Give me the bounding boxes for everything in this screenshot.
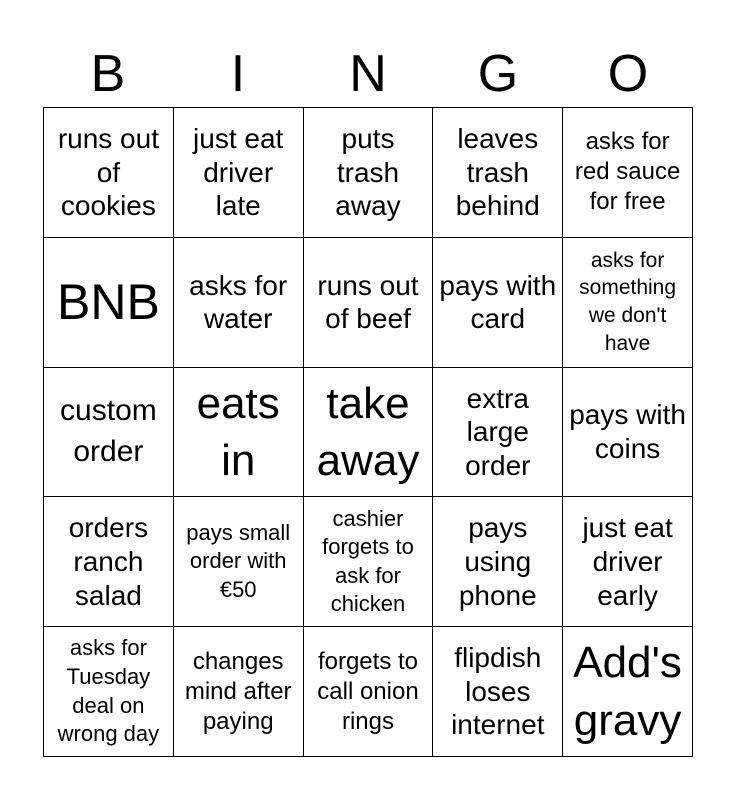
bingo-header	[43, 40, 693, 108]
header-letter-b: B	[90, 45, 126, 103]
bingo-cell[interactable]: Add's gravy	[563, 627, 693, 757]
header-letter-g: G	[477, 45, 519, 103]
bingo-cell[interactable]: asks for red sauce for free	[563, 108, 693, 238]
bingo-cell[interactable]: eats in	[174, 368, 304, 498]
bingo-cell[interactable]: pays with card	[433, 238, 563, 368]
bingo-cell[interactable]: BNB	[44, 238, 174, 368]
bingo-cell[interactable]: asks for water	[174, 238, 304, 368]
bingo-cell[interactable]: leaves trash behind	[433, 108, 563, 238]
bingo-cell[interactable]: asks for Tuesday deal on wrong day	[44, 627, 174, 757]
header-letter-o: O	[607, 45, 649, 103]
header-letter-n: N	[349, 45, 387, 103]
header-letter-i: I	[230, 45, 246, 103]
bingo-cell[interactable]: take away	[304, 368, 434, 498]
bingo-cell[interactable]: runs out of beef	[304, 238, 434, 368]
bingo-cell[interactable]: just eat driver early	[563, 497, 693, 627]
bingo-cell[interactable]: extra large order	[433, 368, 563, 498]
bingo-cell[interactable]: runs out of cookies	[44, 108, 174, 238]
bingo-cell[interactable]: pays using phone	[433, 497, 563, 627]
bingo-cell[interactable]: flipdish loses internet	[433, 627, 563, 757]
bingo-board	[43, 107, 693, 757]
bingo-cell[interactable]: puts trash away	[304, 108, 434, 238]
bingo-cell[interactable]: orders ranch salad	[44, 497, 174, 627]
bingo-cell[interactable]: custom order	[44, 368, 174, 498]
bingo-cell[interactable]: pays with coins	[563, 368, 693, 498]
bingo-cell[interactable]: cashier forgets to ask for chicken	[304, 497, 434, 627]
bingo-cell[interactable]: asks for something we don't have	[563, 238, 693, 368]
bingo-cell[interactable]: forgets to call onion rings	[304, 627, 434, 757]
bingo-cell[interactable]: just eat driver late	[174, 108, 304, 238]
bingo-cell[interactable]: changes mind after paying	[174, 627, 304, 757]
bingo-cell[interactable]: pays small order with €50	[174, 497, 304, 627]
